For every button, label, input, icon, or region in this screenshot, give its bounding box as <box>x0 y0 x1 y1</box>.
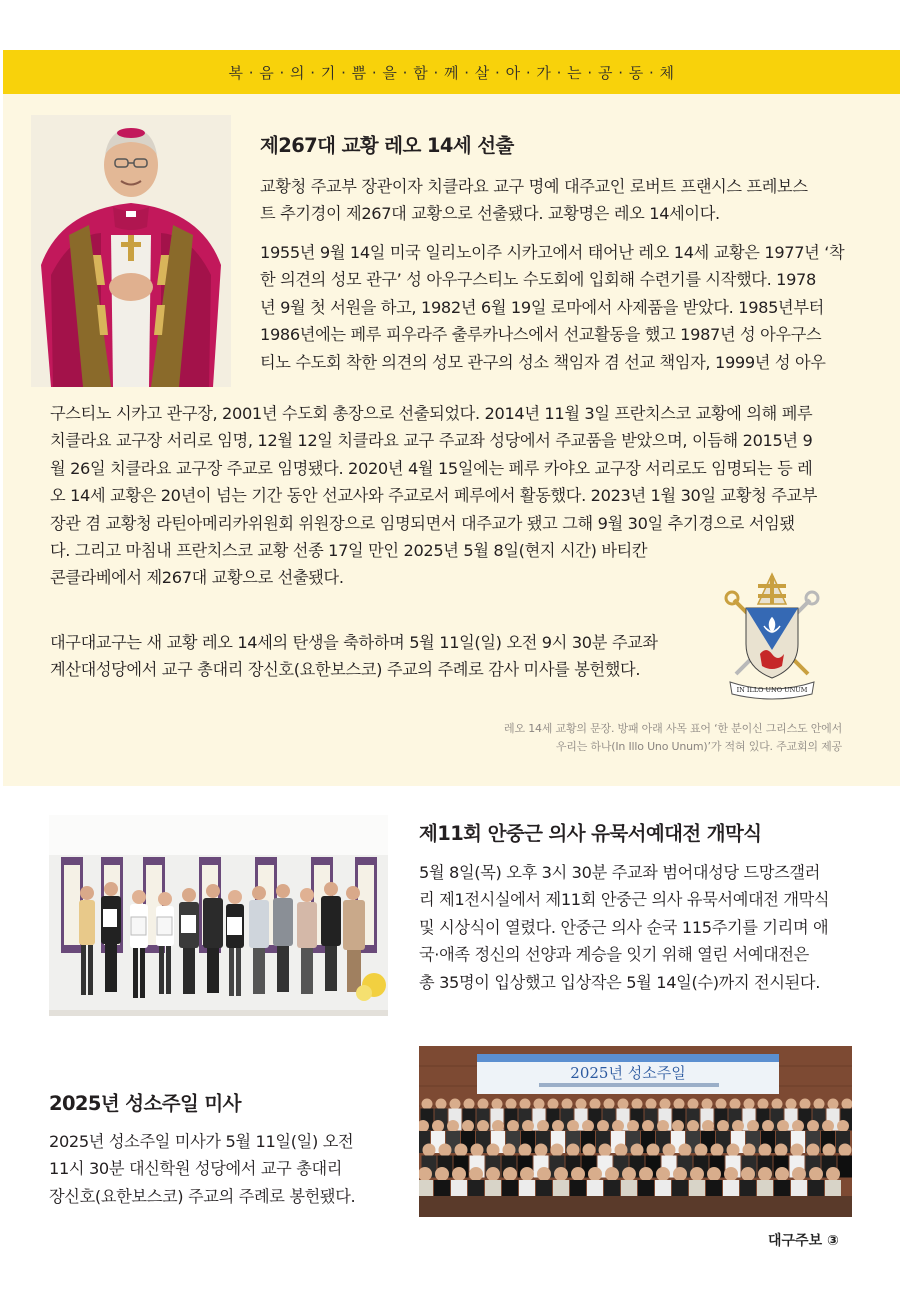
body-line: 계산대성당에서 교구 총대리 장신호(요한보스코) 주교의 주례로 감사 미사를 봉헌했다. <box>50 660 641 680</box>
crowd-head <box>672 1120 684 1132</box>
crowd-head <box>702 1099 713 1110</box>
crowd-head <box>486 1167 500 1181</box>
pope-article-body-top <box>260 173 808 228</box>
crowd-head <box>732 1120 744 1132</box>
crowd-head <box>599 1144 612 1157</box>
crowd-head <box>597 1120 609 1132</box>
crowd-head <box>520 1099 531 1110</box>
crowd-head <box>792 1120 804 1132</box>
crowd-head <box>571 1167 585 1181</box>
crowd-head <box>503 1144 516 1157</box>
crowd-head <box>477 1120 489 1132</box>
photo-banner-title: 2025년 성소주일 <box>570 1064 686 1082</box>
crowd-head <box>503 1167 517 1181</box>
crowd-head <box>535 1144 548 1157</box>
crowd-head <box>567 1120 579 1132</box>
crowd-head <box>631 1144 644 1157</box>
crowd-head <box>730 1099 741 1110</box>
crowd-head <box>432 1120 444 1132</box>
crowd-head <box>507 1120 519 1132</box>
crowd-head <box>519 1144 532 1157</box>
crowd-head <box>800 1099 811 1110</box>
body-line: 11시 30분 대신학원 성당에서 교구 총대리 <box>49 1159 343 1179</box>
crowd-head <box>439 1144 452 1157</box>
crowd-head <box>450 1099 461 1110</box>
crowd-head <box>552 1120 564 1132</box>
crowd-head <box>716 1099 727 1110</box>
crowd-head <box>452 1167 466 1181</box>
crowd-head <box>583 1144 596 1157</box>
crowd-head <box>462 1120 474 1132</box>
pope-article-body-end <box>50 629 658 684</box>
body-line: 다. 그리고 마침내 프란치스코 교황 선종 17일 만인 2025년 5월 8일(현지 시간) 바티칸 <box>50 540 648 560</box>
crowd-head <box>656 1167 670 1181</box>
crowd-head <box>447 1120 459 1132</box>
body-line: 1986년에는 페루 피우라주 출루카나스에서 선교활동을 했고 1987년 성 아우구스 <box>260 325 822 345</box>
crowd-head <box>423 1144 436 1157</box>
body-line: 2025년 성소주일 미사가 5월 11일(일) 오전 <box>49 1132 354 1151</box>
body-line: 티노 수도회 착한 의견의 성모 관구의 성소 책임자 겸 선교 책임자, 1999년 성 아우 <box>260 352 826 372</box>
ahn-article-title: 제11회 안중근 의사 유묵서예대전 개막식 <box>419 822 762 845</box>
crowd-head <box>674 1099 685 1110</box>
crowd-head <box>464 1099 475 1110</box>
crowd-head <box>562 1099 573 1110</box>
crowd-head <box>695 1144 708 1157</box>
crowd-head <box>618 1099 629 1110</box>
crowd-head <box>567 1144 580 1157</box>
calligraphy-ceremony-photo <box>49 815 388 1016</box>
body-line: 구스티노 시카고 관구장, 2001년 수도회 총장으로 선출되었다. 2014년 11월 3일 프란치스코 교황에 의해 페루 <box>50 404 813 423</box>
crowd-head <box>775 1167 789 1181</box>
crowd-head <box>551 1144 564 1157</box>
crowd-head <box>762 1120 774 1132</box>
crowd-head <box>435 1167 449 1181</box>
crowd-head <box>590 1099 601 1110</box>
crowd-head <box>809 1167 823 1181</box>
crowd-head <box>576 1099 587 1110</box>
crowd-head <box>537 1120 549 1132</box>
crowd-head <box>506 1099 517 1110</box>
crowd-head <box>743 1144 756 1157</box>
crowd-head <box>690 1167 704 1181</box>
body-line: 국·애족 정신의 선양과 계승을 잇기 위해 열린 서예대전은 <box>419 945 809 965</box>
crowd-head <box>522 1120 534 1132</box>
crowd-head <box>747 1120 759 1132</box>
crowd-head <box>627 1120 639 1132</box>
crowd-head <box>657 1120 669 1132</box>
body-line: 리 제1전시실에서 제11회 안중근 의사 유묵서예대전 개막식 <box>419 890 830 910</box>
body-line: 총 35명이 입상했고 입상작은 5월 14일(수)까지 전시된다. <box>419 972 820 992</box>
crowd-head <box>759 1144 772 1157</box>
vocation-sunday-photo <box>419 1046 852 1217</box>
crowd-head <box>646 1099 657 1110</box>
papal-coat-of-arms <box>720 570 824 702</box>
crowd-head <box>639 1167 653 1181</box>
crowd-head <box>548 1099 559 1110</box>
pope-article-body-mid <box>260 239 844 376</box>
crowd-head <box>436 1099 447 1110</box>
crowd-head <box>679 1144 692 1157</box>
crowd-head <box>772 1099 783 1110</box>
crowd-head <box>687 1120 699 1132</box>
vocation-article-body <box>49 1128 355 1210</box>
crowd-head <box>777 1120 789 1132</box>
page-footer: 대구주보 ③ <box>768 1233 839 1249</box>
crowd-head <box>534 1099 545 1110</box>
body-line: 년 9월 첫 서원을 하고, 1982년 6월 19일 로마에서 사제품을 받았다. 1985년부터 <box>260 297 824 317</box>
crowd-head <box>792 1167 806 1181</box>
body-line: 및 시상식이 열렸다. 안중근 의사 순국 115주기를 기리며 애 <box>419 917 829 937</box>
body-line: 장관 겸 교황청 라틴아메리카위원회 위원장으로 임명되면서 대주교가 됐고 그해 9월 30일 추기경으로 서임됐 <box>50 513 795 533</box>
crowd-head <box>455 1144 468 1157</box>
crowd-head <box>612 1120 624 1132</box>
crowd-head <box>660 1099 671 1110</box>
crowd-head <box>554 1167 568 1181</box>
body-line: 치클라요 교구장 서리로 임명, 12월 12일 치클라요 교구 주교좌 성당에서 주교품을 받았으며, 이듬해 2015년 9 <box>50 431 813 451</box>
crowd-head <box>822 1120 834 1132</box>
pope-photo <box>31 115 231 387</box>
body-line: 한 의견의 성모 관구’ 성 아우구스티노 수도회에 입회해 수련기를 시작했다. 1978 <box>260 270 816 290</box>
crowd-head <box>422 1099 433 1110</box>
crowd-head <box>707 1167 721 1181</box>
crowd-head <box>786 1099 797 1110</box>
crowd-head <box>807 1120 819 1132</box>
body-line: 트 추기경이 제267대 교황으로 선출됐다. 교황명은 레오 14세이다. <box>260 204 720 224</box>
caption-line: 레오 14세 교황의 문장. 방패 아래 사목 표어 ‘한 분이신 그리스도 안에서 <box>504 722 842 735</box>
pope-article-body-full <box>50 400 817 592</box>
crowd-head <box>615 1144 628 1157</box>
crowd-head <box>823 1144 836 1157</box>
crowd-head <box>663 1144 676 1157</box>
crowd-head <box>642 1120 654 1132</box>
crowd-head <box>469 1167 483 1181</box>
crowd-head <box>791 1144 804 1157</box>
crowd-head <box>492 1099 503 1110</box>
crowd-head <box>837 1120 849 1132</box>
body-line: 대구대교구는 새 교황 레오 14세의 탄생을 축하하며 5월 11일(일) 오전 9시 30분 주교좌 <box>50 633 658 652</box>
coat-motto: IN ILLO UNO UNUM <box>736 686 808 694</box>
body-line: 오 14세 교황은 20년이 넘는 기간 동안 선교사와 주교로서 페루에서 활동했다. 2023년 1월 30일 교황청 주교부 <box>50 486 818 506</box>
crowd-head <box>826 1167 840 1181</box>
crowd-head <box>647 1144 660 1157</box>
crowd-head <box>839 1144 852 1157</box>
crowd-head <box>605 1167 619 1181</box>
crowd-head <box>717 1120 729 1132</box>
vocation-article-title: 2025년 성소주일 미사 <box>49 1092 241 1115</box>
crowd-head <box>758 1167 772 1181</box>
crowd-head <box>688 1099 699 1110</box>
crowd-head <box>492 1120 504 1132</box>
crowd-head <box>632 1099 643 1110</box>
crowd-head <box>724 1167 738 1181</box>
coat-caption <box>440 720 842 756</box>
crowd-head <box>807 1144 820 1157</box>
ahn-article-body <box>419 859 829 996</box>
body-line: 장신호(요한보스코) 주교의 주례로 봉헌됐다. <box>49 1186 356 1206</box>
caption-line: 우리는 하나(In Illo Uno Unum)’가 적혀 있다. 주교회의 제공 <box>555 740 842 753</box>
body-line: 교황청 주교부 장관이자 치클라요 교구 명예 대주교인 로버트 프랜시스 프레보스 <box>260 177 808 196</box>
crowd-head <box>775 1144 788 1157</box>
pope-article-title: 제267대 교황 레오 14세 선출 <box>260 134 514 157</box>
crowd-head <box>744 1099 755 1110</box>
crowd-head <box>582 1120 594 1132</box>
crowd-head <box>702 1120 714 1132</box>
crowd-head <box>478 1099 489 1110</box>
crowd-head <box>471 1144 484 1157</box>
crowd-head <box>711 1144 724 1157</box>
crowd-head <box>814 1099 825 1110</box>
crowd-head <box>604 1099 615 1110</box>
crowd-head <box>537 1167 551 1181</box>
crowd-head <box>828 1099 839 1110</box>
crowd-head <box>520 1167 534 1181</box>
crowd-head <box>758 1099 769 1110</box>
body-line: 1955년 9월 14일 미국 일리노이주 시카고에서 태어난 레오 14세 교황은 1977년 ‘착 <box>260 243 845 262</box>
banner-text: 복 · 음 · 의 · 기 · 쁨 · 을 · 함 · 께 · 살 · 아 · 가 · 는 · 공 · 동 · 체 <box>228 63 675 82</box>
body-line: 월 26일 치클라요 교구장 주교로 임명됐다. 2020년 4월 15일에는 페루 카야오 교구장 서리로도 임명되는 등 레 <box>50 458 813 478</box>
crowd-head <box>727 1144 740 1157</box>
body-line: 5월 8일(목) 오후 3시 30분 주교좌 범어대성당 드망즈갤러 <box>419 863 820 882</box>
crowd-head <box>487 1144 500 1157</box>
crowd-head <box>842 1099 853 1110</box>
crowd-head <box>588 1167 602 1181</box>
crowd-head <box>622 1167 636 1181</box>
top-banner <box>3 50 900 94</box>
body-line: 콘클라베에서 제267대 교황으로 선출됐다. <box>50 568 344 588</box>
crowd-head <box>741 1167 755 1181</box>
crowd-head <box>673 1167 687 1181</box>
